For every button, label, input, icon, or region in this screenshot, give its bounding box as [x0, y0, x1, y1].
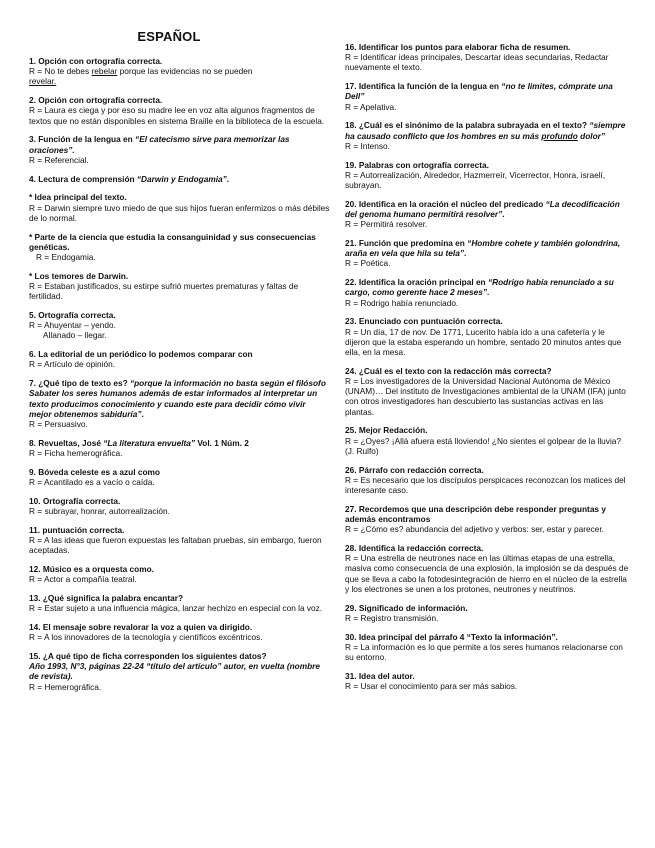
question-4b: * Parte de la ciencia que estudia la consanguinidad y sus consecuencias genéticas. R = Endogamia.	[29, 231, 316, 263]
question-28: 28. Identifica la redacción correcta. R = Una estrella de neutrones nace en las últimas etapas de una estrella, masiva como consecuencia de una explosión, la implosión se da después de que se lleva a cabo la fotodesintegración de hierro en el núcleo de la estrella y los electrones se unen a los protones, neutrones y neutrinos.	[345, 543, 629, 594]
question-22: 22. Identifica la oración principal en “Rodrigo había renunciado a su cargo, como gerente hace 2 meses”. R = Rodrigo había renunciado.	[345, 277, 614, 308]
question-7: 7. ¿Qué tipo de texto es? “porque la información no basta según el filósofo Sabater los seres humanos además de estar informados al interpretar un texto producimos conocimiento y cuando este para decidir cómo vivir mejor obtenemos sabiduría”. R = Persuasivo.	[29, 378, 326, 430]
page-title: ESPAÑOL	[137, 29, 201, 44]
question-31: 31. Idea del autor. R = Usar el conocimiento para ser más sabios.	[345, 670, 518, 692]
question-4: 4. Lectura de comprensión “Darwin y Endogamia”.	[29, 173, 230, 184]
right-column	[345, 42, 630, 700]
question-20: 20. Identifica en la oración el núcleo del predicado “La decodificación del genoma humano permitirá resolver”. R = Permitirá resolver.	[345, 198, 620, 230]
question-16: 16. Identificar los puntos para elaborar ficha de resumen. R = Identificar ideas principales, Descartar ideas secundarias, Redactar nuevamente el texto.	[345, 42, 609, 73]
question-24: 24. ¿Cuál es el texto con la redacción más correcta? R = Los investigadores de la Universidad Nacional Autónoma de México (UNAM)… Del instituto de Investigaciones ambiental de la UNAM (IFA) junto con otros investigadores han descubierto las sustancias activas en las plantas.	[345, 365, 626, 417]
question-27: 27. Recordemos que una descripción debe responder preguntas y además encontramos R = ¿Cómo es? abundancia del adjetivo y verbos: ser, estar y parecer.	[345, 503, 606, 535]
question-21: 21. Función que predomina en “Hombre cohete y también golondrina, araña en vela que hila su tela”. R = Poética.	[345, 238, 621, 269]
question-4a: * Idea principal del texto. R = Darwin siempre tuvo miedo de que sus hijos fueran enfermizos o más débiles de lo normal.	[29, 192, 330, 223]
question-11: 11. puntuación correcta. R = A las ideas que fueron expuestas les faltaban pruebas, sin embargo, fueron aceptadas.	[29, 524, 322, 556]
question-19: 19. Palabras con ortografía correcta. R = Autorrealización, Alrededor, Hazmerreír, Vicerrector, Honra, israelí, subrayan.	[345, 159, 606, 191]
question-29: 29. Significado de información. R = Registro transmisión.	[345, 602, 468, 623]
question-13: 13. ¿Qué significa la palabra encantar? R = Estar sujeto a una influencia mágica, lanzar hechizo en especial con la voz.	[29, 593, 323, 614]
question-6: 6. La editorial de un periódico lo podemos comparar con R = Artículo de opinión.	[29, 349, 253, 370]
question-17: 17. Identifica la función de la lengua en “no te limites, cómprate una Dell” R = Apelativa.	[345, 81, 613, 112]
question-18: 18. ¿Cuál es el sinónimo de la palabra subrayada en el texto? “siempre ha causado conflicto que los hombres en su más profundo dolor” R = Intenso.	[345, 120, 626, 151]
question-15: 15. ¿A qué tipo de ficha corresponden los siguientes datos? Año 1993, N°3, páginas 22-24 “título del artículo” autor, en vuelta (nombre de revista). R = Hemerográfica.	[29, 651, 321, 692]
left-column	[29, 56, 330, 700]
question-10: 10. Ortografía correcta. R = subrayar, honrar, autorrealización.	[29, 495, 170, 517]
question-14: 14. El mensaje sobre revalorar la voz a quien va dirigido. R = A los innovadores de la tecnología y científicos excéntricos.	[29, 622, 263, 643]
question-25: 25. Mejor Redacción. R = ¿Oyes? ¡Allá afuera está lloviendo! ¿No sientes el golpear de la lluvia? (J. Rulfo)	[345, 425, 622, 456]
question-9: 9. Bóveda celeste es a azul como R = Acantilado es a vacío o caída.	[29, 466, 160, 488]
question-12: 12. Músico es a orquesta como. R = Actor a compañía teatral.	[29, 564, 154, 585]
question-4c: * Los temores de Darwin. R = Estaban justificados, su estirpe sufrió muertes prematuras y faltas de fertilidad.	[29, 270, 299, 302]
question-5: 5. Ortografía correcta. R = Ahuyentar – yendo. Allanado – llegar.	[29, 310, 116, 341]
question-30: 30. Idea principal del párrafo 4 “Texto la información”. R = La información es lo que permite a los seres humanos relacionarse con su entorno.	[345, 631, 623, 663]
question-1: 1. Opción con ortografía correcta. R = No te debes rebelar porque las evidencias no se pueden revelar.	[29, 56, 253, 87]
question-23: 23. Enunciado con puntuación correcta. R = Un día, 17 de nov. De 1771, Lucerito había ido a una cafetería y le dijeron que la estaba esperando un hombre, sentado 20 minutos antes que ella, en la mesa.	[345, 316, 622, 358]
question-2: 2. Opción con ortografía correcta. R = Laura es ciega y por eso su madre lee en voz alta algunos fragmentos de textos que no están disponibles en sistema Braille en la biblioteca de la escuela.	[29, 95, 325, 126]
question-8: 8. Revueltas, José “La literatura envuelta” Vol. 1 Núm. 2 R = Ficha hemerográfica.	[29, 437, 249, 459]
question-26: 26. Párrafo con redacción correcta. R = Es necesario que los discípulos perspicaces reconozcan los matices del interesante caso.	[345, 464, 626, 496]
question-3: 3. Función de la lengua en “El catecismo sirve para memorizar las oraciones”. R = Referencial.	[29, 134, 290, 165]
